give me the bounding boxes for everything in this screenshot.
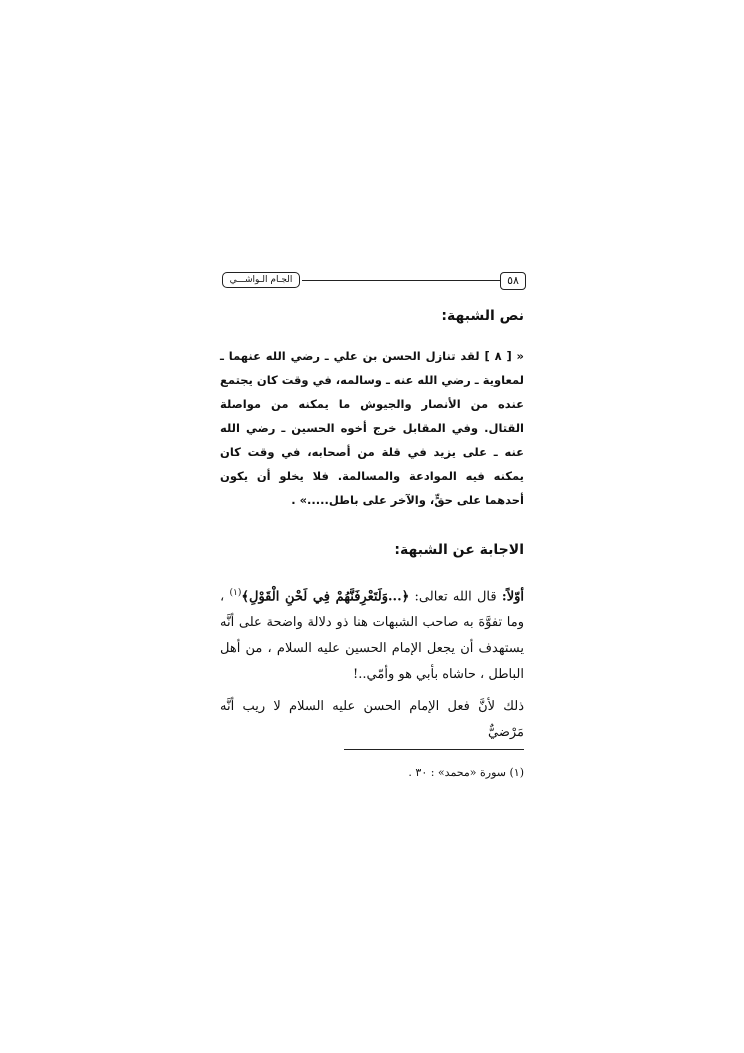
answer-second-paragraph: ذلك لأنَّ فعل الإمام الحسن عليه السلام لا ريب أنَّه مَرْضيٌّ xyxy=(220,699,524,741)
book-title: الجـام الـواشـــي xyxy=(222,272,300,288)
answer-rest: ، وما تفوَّهَ به صاحب الشبهات هنا ذو دلالة واضحة على أنَّه يستهدف أن يجعل الإمام الحسين عليه السلام ، من أهل الباطل ، حاشاه بأبي هو وأمّي..! xyxy=(220,589,524,683)
footnote: (١) سورة «محمد» : ٣٠ . xyxy=(408,766,524,779)
heading-answer: الاجابة عن الشبهة: xyxy=(394,542,524,558)
quran-verse: ﴿...وَلَتَعْرِفَنَّهُمْ فِي لَحْنِ الْقَوْلِ﴾ xyxy=(241,589,410,605)
answer-paragraph xyxy=(220,580,524,688)
page-number: ٥٨ xyxy=(500,272,526,290)
shubha-quote: « [ ٨ ] لقد تنازل الحسن بن علي ـ رضي الله عنهما ـ لمعاوية ـ رضي الله عنه ـ وسالمه، في وقت كان يجتمع عنده من الأنصار والجيوش ما يمكنه من مواصلة القتال. وفي المقابل خرج أخوه الحسين ـ رضي الله عنه ـ على يزيد في قلة من أصحابه، في وقت كان يمكنه فيه الموادعة والمسالمة. فلا يخلو أن يكون أحدهما على حقٍّ، والآخر على باطل.....» . xyxy=(220,349,524,507)
page-header xyxy=(222,272,526,290)
answer-lead: أوّلاً: xyxy=(501,589,525,605)
main-content xyxy=(220,308,524,746)
header-rule xyxy=(302,280,502,281)
footnote-marker: (١) xyxy=(229,588,242,598)
footnote-rule xyxy=(344,749,524,750)
answer-intro: قال الله تعالى: xyxy=(414,589,497,605)
heading-shubha: نص الشبهة: xyxy=(441,308,524,324)
